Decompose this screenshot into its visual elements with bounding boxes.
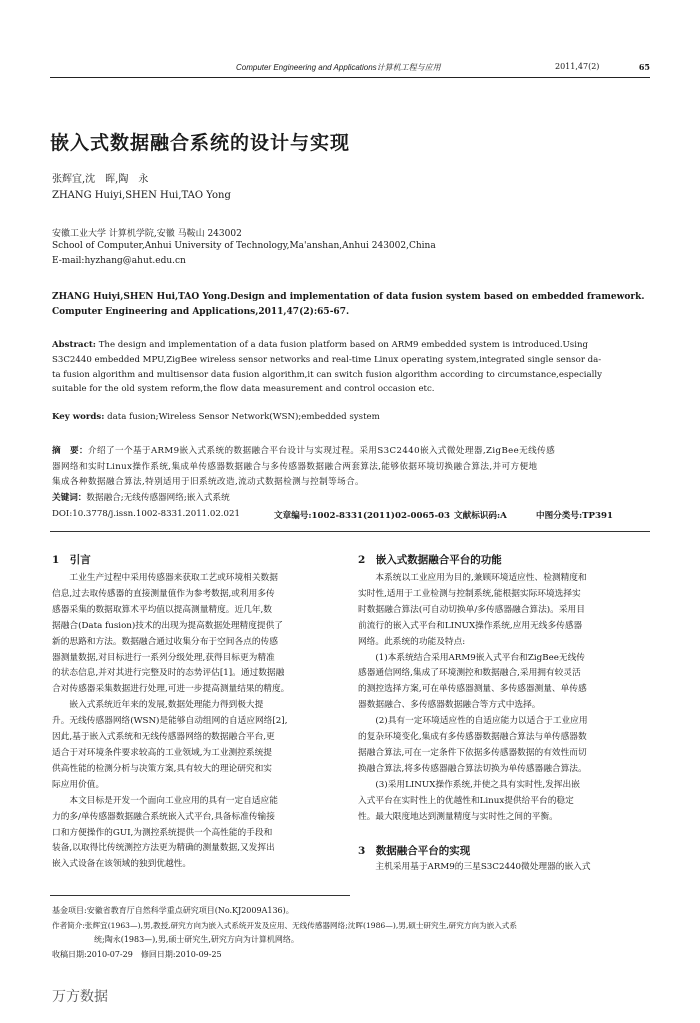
text-line: 实时性,适用于工业检测与控制系统,能根据实际环境选择实 [358,588,581,599]
keywords-text: data fusion;Wireless Sensor Network(WSN);embedded system [104,412,380,422]
document-code: 文献标识码:A [454,511,507,521]
text-line: 感器采集的数据取算术平均值以提高测量精度。近几年,数 [52,604,272,615]
right-column [358,571,646,826]
text-line: 升。无线传感器网络(WSN)是能够自动组网的自适应网络[2], [52,716,288,727]
keywords-cn-text: 数据融合;无线传感器网络;嵌入式系统 [86,493,230,503]
text-line: 本系统以工业应用为目的,兼顾环境适应性、检测精度和 [375,573,587,583]
text-line: 装备,以取得比传统测控方法更为精确的测量数据,又发挥出 [52,843,275,854]
text-line: 合对传感器采集数据进行处理,可进一步提高测量结果的精度。 [52,684,290,695]
text-line: 前流行的嵌入式平台和LINUX操作系统,应用无线多传感器 [358,620,583,631]
paragraph [358,571,646,651]
text-line: 的复杂环境变化,集成有多传感器数据融合算法与单传感器数 [358,732,587,743]
text-line: 据融合算法,可在一定条件下依据多传感器数据的有效性而切 [358,747,587,758]
section-heading-functions: 2 嵌入式数据融合平台的功能 [358,554,502,566]
journal-name: Computer Engineering and Applications计算机工程与应用 [236,63,441,72]
text-line: 性。最大限度地达到测量精度与实时性之间的平衡。 [358,811,558,822]
text-line: 主机采用基于ARM9的三星S3C2440微处理器的嵌入式 [375,862,591,872]
paragraph [358,860,646,876]
page-number: 65 [638,62,650,72]
text-line: 适合于对环境条件要求较高的工业领域,为工业测控系统提 [52,747,272,758]
text-line: 本文目标是开发一个面向工业应用的具有一定自适应能 [69,795,278,806]
paragraph [358,778,646,826]
footnote-rule [50,895,350,896]
text-line: 嵌入式系统近年来的发展,数据处理能力得到极大提 [69,700,264,711]
abstract-cn-line: 器网络和实时Linux操作系统,集成单传感器数据融合与多传感器数据融合两套算法,能够依据环境切换融合算法,并可方便地 [52,461,538,472]
doi: DOI:10.3778/j.issn.1002-8331.2011.02.021 [52,509,240,519]
authors-chinese: 张辉宜,沈 晖,陶 永 [52,174,149,185]
text-line: 工业生产过程中采用传感器来获取工艺或环境相关数据 [69,573,278,583]
keywords-label: Key words: [52,412,105,422]
abstract-cn [52,444,650,491]
footnote-funding: 基金项目:安徽省教育厅自然科学重点研究项目(No.KJ2009A136)。 [52,906,294,915]
paragraph [358,651,646,715]
text-line: 换融合算法,将多传感器融合算法切换为单传感器融合算法。 [358,763,587,774]
text-line: 器测量数据,对目标进行一系列分级处理,获得目标更为精准 [52,652,275,663]
abstract-label: Abstract: [52,340,96,350]
text-line: 供高性能的检测分析与决策方案,具有较大的理论研究和实 [52,763,272,774]
affiliation-chinese: 安徽工业大学 计算机学院,安徽 马鞍山 243002 [52,229,242,239]
section-rule [50,531,650,532]
footnote-authors-cont: 统;陶永(1983—),男,硕士研究生,研究方向为计算机网络。 [94,935,299,944]
text-line: 信息,过去取传感器的直接测量值作为参考数据,或利用多传 [52,588,275,599]
text-line: 的测控选择方案,可在单传感器测量、多传感器测量、单传感 [358,684,587,695]
text-line: 时数据融合算法(可自动切换单/多传感器融合算法)。采用目 [358,604,585,615]
classification-number: 中图分类号:TP391 [536,511,613,521]
right-column-tail [358,860,646,876]
abstract-line: The design and implementation of a data fusion platform based on ARM9 embedded system is introduced.Using [95,340,588,350]
abstract-cn-label: 摘 要： [52,446,88,456]
text-line: 感器通信网络,集成了环境测控和数据融合,采用拥有较灵活 [358,668,581,679]
article-number: 文章编号:1002-8331(2011)02-0065-03 [274,511,450,521]
contact-email: E-mail:hyzhang@ahut.edu.cn [52,256,186,266]
keywords-en [52,412,650,422]
paragraph [52,571,340,698]
text-line: 因此,基于嵌入式系统和无线传感器网络的数据融合平台,更 [52,732,275,743]
citation-line: ZHANG Huiyi,SHEN Hui,TAO Yong.Design and implementation of data fusion system based on embedded framework. [52,292,645,302]
text-line: 口和方便操作的GUI,为测控系统提供一个高性能的手段和 [52,827,273,838]
paragraph [52,794,340,874]
abstract-line: ta fusion algorithm and multisensor data fusion algorithm,it can switch fusion algorithm according to circumstance,especially [52,369,603,380]
watermark: 万方数据 [52,988,108,1004]
text-line: (1)本系统结合采用ARM9嵌入式平台和ZigBee无线传 [375,652,585,663]
abstract-line: suitable for the old system reform,the flow data measurement and control occasion etc. [52,384,435,395]
authors-english: ZHANG Huiyi,SHEN Hui,TAO Yong [52,190,231,201]
keywords-cn [52,491,230,503]
left-column [52,571,340,873]
issue-number: 2011,47(2) [555,62,600,71]
paragraph [52,698,340,793]
footnote-authors: 作者简介:张辉宜(1963—),男,教授,研究方向为嵌入式系统开发及应用、无线传感器网络;沈晖(1986—),男,硕士研究生,研究方向为嵌入式系 [52,921,517,930]
text-line: 据融合(Data fusion)技术的出现为提高数据处理精度提供了 [52,620,283,631]
abstract-line: S3C2440 embedded MPU,ZigBee wireless sensor networks and real-time Linux operating system,integrated single sensor da- [52,354,602,365]
text-line: (2)具有一定环境适应性的自适应能力以适合于工业应用 [375,716,588,727]
text-line: 入式平台在实时性上的优越性和Linux提供给平台的稳定 [358,795,574,806]
citation-block [52,290,652,320]
affiliation-english: School of Computer,Anhui University of Technology,Ma'anshan,Anhui 243002,China [52,241,436,251]
text-line: 网络。此系统的功能及特点: [358,636,466,647]
footnote-dates: 收稿日期:2010-07-29 修回日期:2010-09-25 [52,950,222,959]
text-line: 新的思路和方法。数据融合通过收集分布于空间各点的传感 [52,636,278,647]
section-heading-implementation: 3 数据融合平台的实现 [358,845,471,857]
text-line: 嵌入式设备在该领域的独到优越性。 [52,859,191,870]
text-line: (3)采用LINUX操作系统,并使之具有实时性,发挥出嵌 [375,779,580,790]
paragraph [358,714,646,778]
abstract-en [52,338,650,397]
paper-title: 嵌入式数据融合系统的设计与实现 [50,132,351,154]
text-line: 器数据融合、多传感器数据融合等方式中选择。 [358,700,541,711]
text-line: 力的多/单传感器数据融合系统嵌入式平台,具备标准传输接 [52,811,275,822]
abstract-cn-line: 介绍了一个基于ARM9嵌入式系统的数据融合平台设计与实现过程。采用S3C2440嵌入式微处理器,ZigBee无线传感 [87,446,556,456]
text-line: 际应用价值。 [52,779,105,790]
text-line: 的状态信息,并对其进行完整及时的态势评估[1]。通过数据融 [52,668,285,679]
running-header [50,58,650,76]
header-rule [50,77,650,78]
citation-line: Computer Engineering and Applications,2011,47(2):65-67. [52,307,350,317]
section-heading-intro: 1 引言 [52,554,91,566]
abstract-cn-line: 集成各种数据融合算法,特别适用于旧系统改造,流动式数据检测与控制等场合。 [52,477,365,487]
keywords-cn-label: 关键词： [52,493,87,503]
